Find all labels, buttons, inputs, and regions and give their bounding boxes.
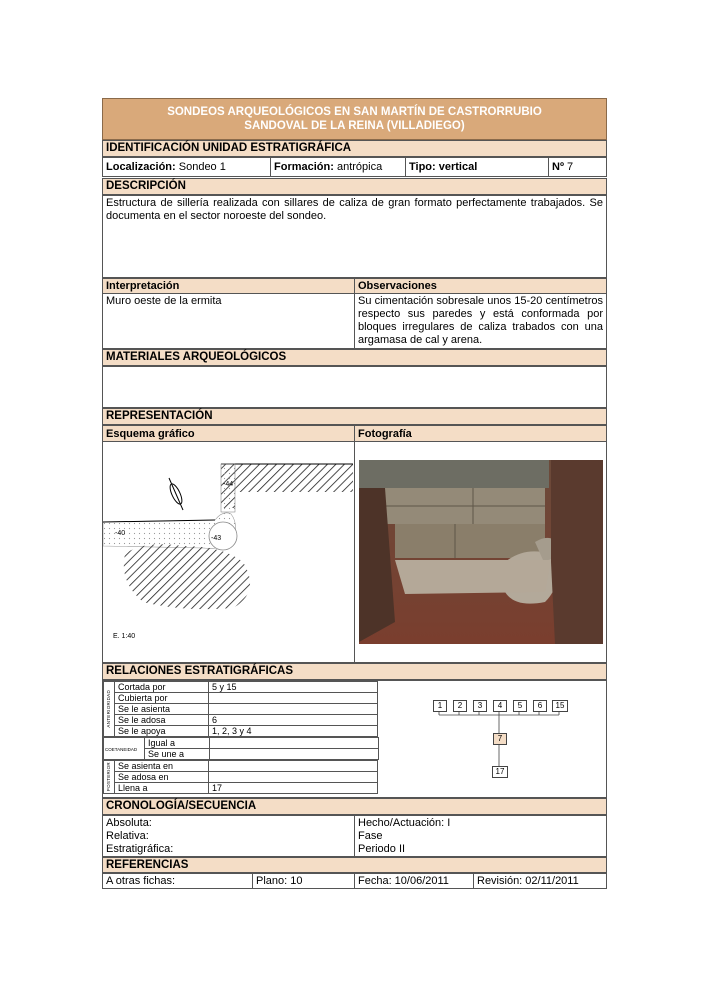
otras-fichas: A otras fichas: xyxy=(102,873,253,889)
cronologia-heading: CRONOLOGÍA/SECUENCIA xyxy=(102,798,607,815)
formacion-label: Formación: xyxy=(274,161,334,173)
rel-label: Se adosa en xyxy=(115,772,209,783)
fotografia-label: Fotografía xyxy=(354,425,607,442)
rel-value xyxy=(209,693,378,704)
matrix-node: 15 xyxy=(552,700,568,712)
cronologia-left xyxy=(102,815,355,857)
hatched-soil-bottom xyxy=(124,544,250,609)
identificacion-heading: IDENTIFICACIÓN UNIDAD ESTRATIGRÁFICA xyxy=(102,140,607,157)
north-arrow-icon xyxy=(168,478,185,510)
section-sketch xyxy=(103,442,354,662)
referencias-heading: REFERENCIAS xyxy=(102,857,607,873)
group-coetaneidad-label: COETANEIDAD xyxy=(105,746,138,752)
scale-label: E. 1:40 xyxy=(113,633,136,640)
fase-label: Fase xyxy=(358,830,383,842)
absoluta-label: Absoluta: xyxy=(106,817,152,829)
rel-value xyxy=(209,772,378,783)
relaciones-heading: RELACIONES ESTRATIGRÁFICAS xyxy=(102,663,607,680)
relativa-label: Relativa: xyxy=(106,830,149,842)
sketch-label-44: -44 xyxy=(223,481,234,488)
matrix-node: 2 xyxy=(453,700,467,712)
descripcion-text: Estructura de sillería realizada con sillares de caliza de gran formato perfectamente trabajados. Se documenta en el sector noroeste del sondeo. xyxy=(102,195,607,278)
interpretacion-heading: Interpretación xyxy=(102,278,355,294)
excavation-photo xyxy=(355,442,606,662)
esquema-label: Esquema gráfico xyxy=(102,425,355,442)
formacion-value: antrópica xyxy=(336,161,383,173)
hecho-label: Hecho/Actuación: I xyxy=(358,817,451,829)
rel-label: Se le asienta xyxy=(115,704,209,715)
rel-label: Se le apoya xyxy=(115,726,209,737)
revision: Revisión: 02/11/2011 xyxy=(473,873,607,889)
rel-label: Se asienta en xyxy=(115,761,209,772)
observaciones-text: Su cimentación sobresale unos 15-20 centímetros respecto sus paredes y está conformada por bloques irregulares de caliza trabados con una argamasa de cal y arena. xyxy=(354,293,607,349)
relaciones-panel xyxy=(102,680,607,798)
sketch-label-40: -40 xyxy=(115,530,126,537)
matrix-node: 6 xyxy=(533,700,547,712)
title-line-2: SANDOVAL DE LA REINA (VILLADIEGO) xyxy=(244,120,465,132)
materiales-heading: MATERIALES ARQUEOLÓGICOS xyxy=(102,349,607,366)
numero-label: Nº xyxy=(552,161,564,173)
group-posterioridad-label: POSTERIOR xyxy=(106,762,111,792)
matrix-node: 1 xyxy=(433,700,447,712)
cronologia-right xyxy=(354,815,607,857)
rel-value xyxy=(210,749,379,760)
rel-value: 1, 2, 3 y 4 xyxy=(209,726,378,737)
numero-value: 7 xyxy=(567,161,574,173)
materiales-text xyxy=(102,366,607,408)
rel-label: Llena a xyxy=(115,783,209,794)
estratigrafica-label: Estratigráfica: xyxy=(106,843,174,855)
photo-panel xyxy=(354,441,607,663)
numero-cell xyxy=(548,157,607,177)
rel-value xyxy=(209,704,378,715)
observaciones-heading: Observaciones xyxy=(354,278,607,294)
sketch-label-43: -43 xyxy=(211,535,222,542)
sheet-title xyxy=(102,98,607,140)
formacion-cell xyxy=(270,157,406,177)
rel-label: Se une a xyxy=(145,749,210,760)
tipo-cell: Tipo: vertical xyxy=(405,157,549,177)
localizacion-value: Sondeo 1 xyxy=(178,161,226,173)
rel-value: 17 xyxy=(209,783,378,794)
title-line-1: SONDEOS ARQUEOLÓGICOS EN SAN MARTÍN DE CASTRORRUBIO xyxy=(167,106,542,118)
rel-label: Se le adosa xyxy=(115,715,209,726)
matrix-node-current: 7 xyxy=(493,733,507,745)
matrix-node: 17 xyxy=(492,766,508,778)
representacion-heading: REPRESENTACIÓN xyxy=(102,408,607,425)
rel-value: 5 y 15 xyxy=(209,682,378,693)
rel-label: Cortada por xyxy=(115,682,209,693)
harris-matrix xyxy=(403,681,603,799)
matrix-node: 5 xyxy=(513,700,527,712)
rel-label: Cubierta por xyxy=(115,693,209,704)
hatched-soil-top xyxy=(221,464,353,508)
localizacion-label: Localización: xyxy=(106,161,176,173)
localizacion-cell xyxy=(102,157,271,177)
group-anterioridad-label: ANTERIORIDAD xyxy=(106,690,111,728)
descripcion-heading: DESCRIPCIÓN xyxy=(102,178,607,195)
matrix-node: 3 xyxy=(473,700,487,712)
fecha: Fecha: 10/06/2011 xyxy=(354,873,474,889)
matrix-node: 4 xyxy=(493,700,507,712)
relations-table xyxy=(103,681,379,794)
rel-label: Igual a xyxy=(145,738,210,749)
rel-value xyxy=(210,738,379,749)
rel-value xyxy=(209,761,378,772)
periodo-label: Periodo II xyxy=(358,843,406,855)
sketch-panel xyxy=(102,441,355,663)
interpretacion-text: Muro oeste de la ermita xyxy=(102,293,355,349)
plano: Plano: 10 xyxy=(252,873,355,889)
rel-value: 6 xyxy=(209,715,378,726)
wall-ashlar xyxy=(221,464,235,512)
